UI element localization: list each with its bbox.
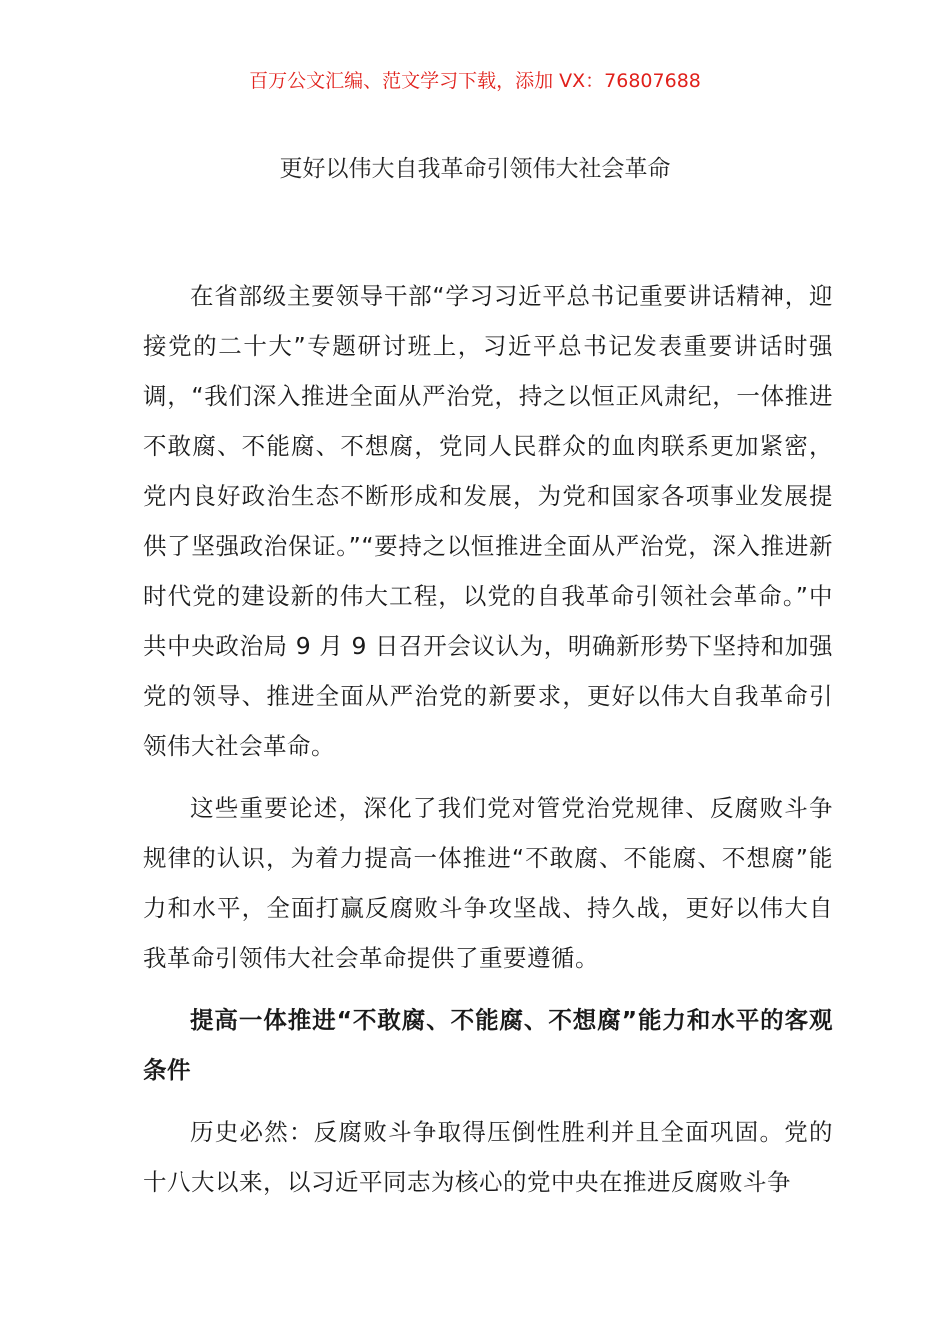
paragraph-historical: 历史必然：反腐败斗争取得压倒性胜利并且全面巩固。党的十八大以来，以习近平同志为核心的党中央在推进反腐败斗争 xyxy=(143,1118,833,1196)
paragraph-intro: 在省部级主要领导干部“学习习近平总书记重要讲话精神，迎接党的二十大”专题研讨班上，习近平总书记发表重要讲话时强调，“我们深入推进全面从严治党，持之以恒正风肃纪，一体推进不敢腐、不能腐、不想腐，党同人民群众的血肉联系更加紧密，党内良好政治生态不断形成和发展，为党和国家各项事业发展提供了坚强政治保证。”“要持之以恒推进全面从严治党，深入推进新时代党的建设新的伟大工程，以党的自我革命引领社会革命。”中共中央政治局 9 月 9 日召开会议认为，明确新形势下坚持和加强党的领导、推进全面从严治党的新要求，更好以伟大自我革命引领伟大社会革命。 xyxy=(143,282,833,760)
section-heading: 提高一体推进“不敢腐、不能腐、不想腐”能力和水平的客观条件 xyxy=(143,1006,833,1084)
document-title: 更好以伟大自我革命引领伟大社会革命 xyxy=(279,156,671,182)
header-note: 百万公文汇编、范文学习下载，添加 VX：76807688 xyxy=(249,70,701,92)
document-body xyxy=(143,271,833,1207)
paragraph-significance: 这些重要论述，深化了我们党对管党治党规律、反腐败斗争规律的认识，为着力提高一体推进“不敢腐、不能腐、不想腐”能力和水平，全面打赢反腐败斗争攻坚战、持久战，更好以伟大自我革命引领伟大社会革命提供了重要遵循。 xyxy=(143,794,833,972)
